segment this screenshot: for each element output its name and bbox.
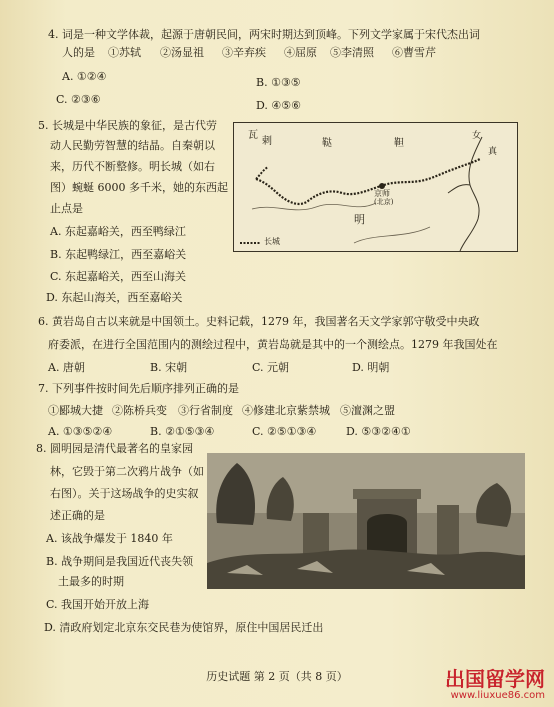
page-footer: 历史试题 第 2 页（共 8 页） (206, 670, 348, 683)
map-legend-label: 长城 (264, 237, 280, 246)
q8-stem-line4: 述正确的是 (50, 509, 105, 522)
q8-stem-line3: 右图）。关于这场战争的史实叙 (50, 487, 199, 500)
q4-answer-d: D. ④⑤⑥ (256, 99, 302, 112)
q5-stem-line2: 动人民勤劳智慧的结晶。自秦朝以 (50, 139, 215, 152)
q7-event-1: ①郾城大捷 (48, 404, 103, 417)
watermark-title: 出国留学网 (445, 667, 545, 691)
q7-event-5: ⑤澶渊之盟 (340, 404, 395, 417)
q4-option-6: ⑥曹雪芹 (392, 46, 436, 59)
map-label-nv: 女 (472, 131, 482, 141)
q8-answer-a: A. 该战争爆发于 1840 年 (46, 532, 173, 545)
q8-answer-c: C. 我国开始开放上海 (46, 598, 150, 611)
q4-option-5: ⑤李清照 (330, 46, 374, 59)
q7-answer-b: B. ②①⑤③④ (150, 425, 215, 438)
q5-stem-line1: 5. 长城是中华民族的象征，是古代劳 (38, 119, 217, 132)
q4-option-4: ④屈原 (284, 46, 317, 59)
q7-event-2: ②陈桥兵变 (112, 404, 167, 417)
q8-stem-line2: 林，它毁于第二次鸦片战争（如 (50, 465, 204, 478)
map-label-dada-1: 鞑 (322, 138, 332, 149)
q4-stem-line2: 人的是 (62, 46, 95, 59)
map-label-la: 剌 (262, 136, 272, 147)
q6-answer-c: C. 元朝 (252, 361, 290, 374)
q6-answer-d: D. 明朝 (352, 361, 390, 374)
q8-answer-b-line1: B. 战争期间是我国近代丧失领 (46, 555, 194, 568)
map-label-beijing: (北京) (374, 198, 394, 206)
q4-stem-line1: 4. 词是一种文学体裁，起源于唐朝民间，两宋时期达到顶峰。下列文学家属于宋代杰出词 (48, 28, 480, 41)
watermark-url: www.liuxue86.com (450, 690, 545, 701)
yuanmingyuan-ruins-photo (207, 453, 525, 589)
q7-event-3: ③行省制度 (178, 404, 233, 417)
ming-great-wall-map (233, 122, 518, 252)
q5-stem-line4: 图）蜿蜒 6000 多千米，她的东西起 (50, 181, 228, 194)
q6-answer-a: A. 唐朝 (48, 361, 85, 374)
q7-event-4: ④修建北京紫禁城 (242, 404, 330, 417)
q4-option-3: ③辛弃疾 (222, 46, 266, 59)
site-watermark (397, 668, 547, 702)
q6-stem-line1: 6. 黄岩岛自古以来就是中国领土。史料记载，1279 年，我国著名天文学家郭守敬受中央政 (38, 315, 480, 328)
q6-answer-b: B. 宋朝 (150, 361, 188, 374)
q4-answer-b: B. ①③⑤ (256, 76, 301, 89)
q5-answer-b: B. 东起鸭绿江，西至嘉峪关 (50, 248, 187, 261)
q4-option-2: ②汤显祖 (160, 46, 204, 59)
q6-stem-line2: 府委派，在进行全国范围内的测绘过程中，黄岩岛就是其中的一个测绘点。1279 年我国处在 (48, 338, 498, 351)
q5-stem-line5: 止点是 (50, 202, 83, 215)
map-label-ming: 明 (354, 213, 365, 226)
q7-stem: 7. 下列事件按时间先后顺序排列正确的是 (38, 382, 239, 395)
map-label-wala: 瓦 (248, 130, 258, 141)
map-label-dada-2: 靼 (394, 138, 404, 149)
q5-answer-a: A. 东起嘉峪关，西至鸭绿江 (50, 225, 186, 238)
ruins-illustration (207, 453, 525, 589)
q8-answer-d: D. 清政府划定北京东交民巷为使馆界，原住中国居民迁出 (44, 621, 324, 634)
q8-stem-line1: 8. 圆明园是清代最著名的皇家园 (36, 442, 193, 455)
q5-stem-line3: 来，历代不断整修。明长城（如右 (50, 160, 215, 173)
q5-answer-d: D. 东起山海关，西至嘉峪关 (46, 291, 183, 304)
q4-option-1: ①苏轼 (108, 46, 141, 59)
q7-answer-c: C. ②⑤①③④ (252, 425, 317, 438)
map-label-capital: 京师 (374, 189, 390, 198)
q7-answer-a: A. ①③⑤②④ (48, 425, 113, 438)
q5-answer-c: C. 东起嘉峪关，西至山海关 (50, 270, 187, 283)
q8-answer-b-line2: 土最多的时期 (58, 575, 124, 588)
q4-answer-c: C. ②③⑥ (56, 93, 101, 106)
map-label-zhen: 真 (488, 147, 498, 157)
q7-answer-d: D. ⑤③②④① (346, 425, 411, 438)
q4-answer-a: A. ①②④ (62, 70, 107, 83)
